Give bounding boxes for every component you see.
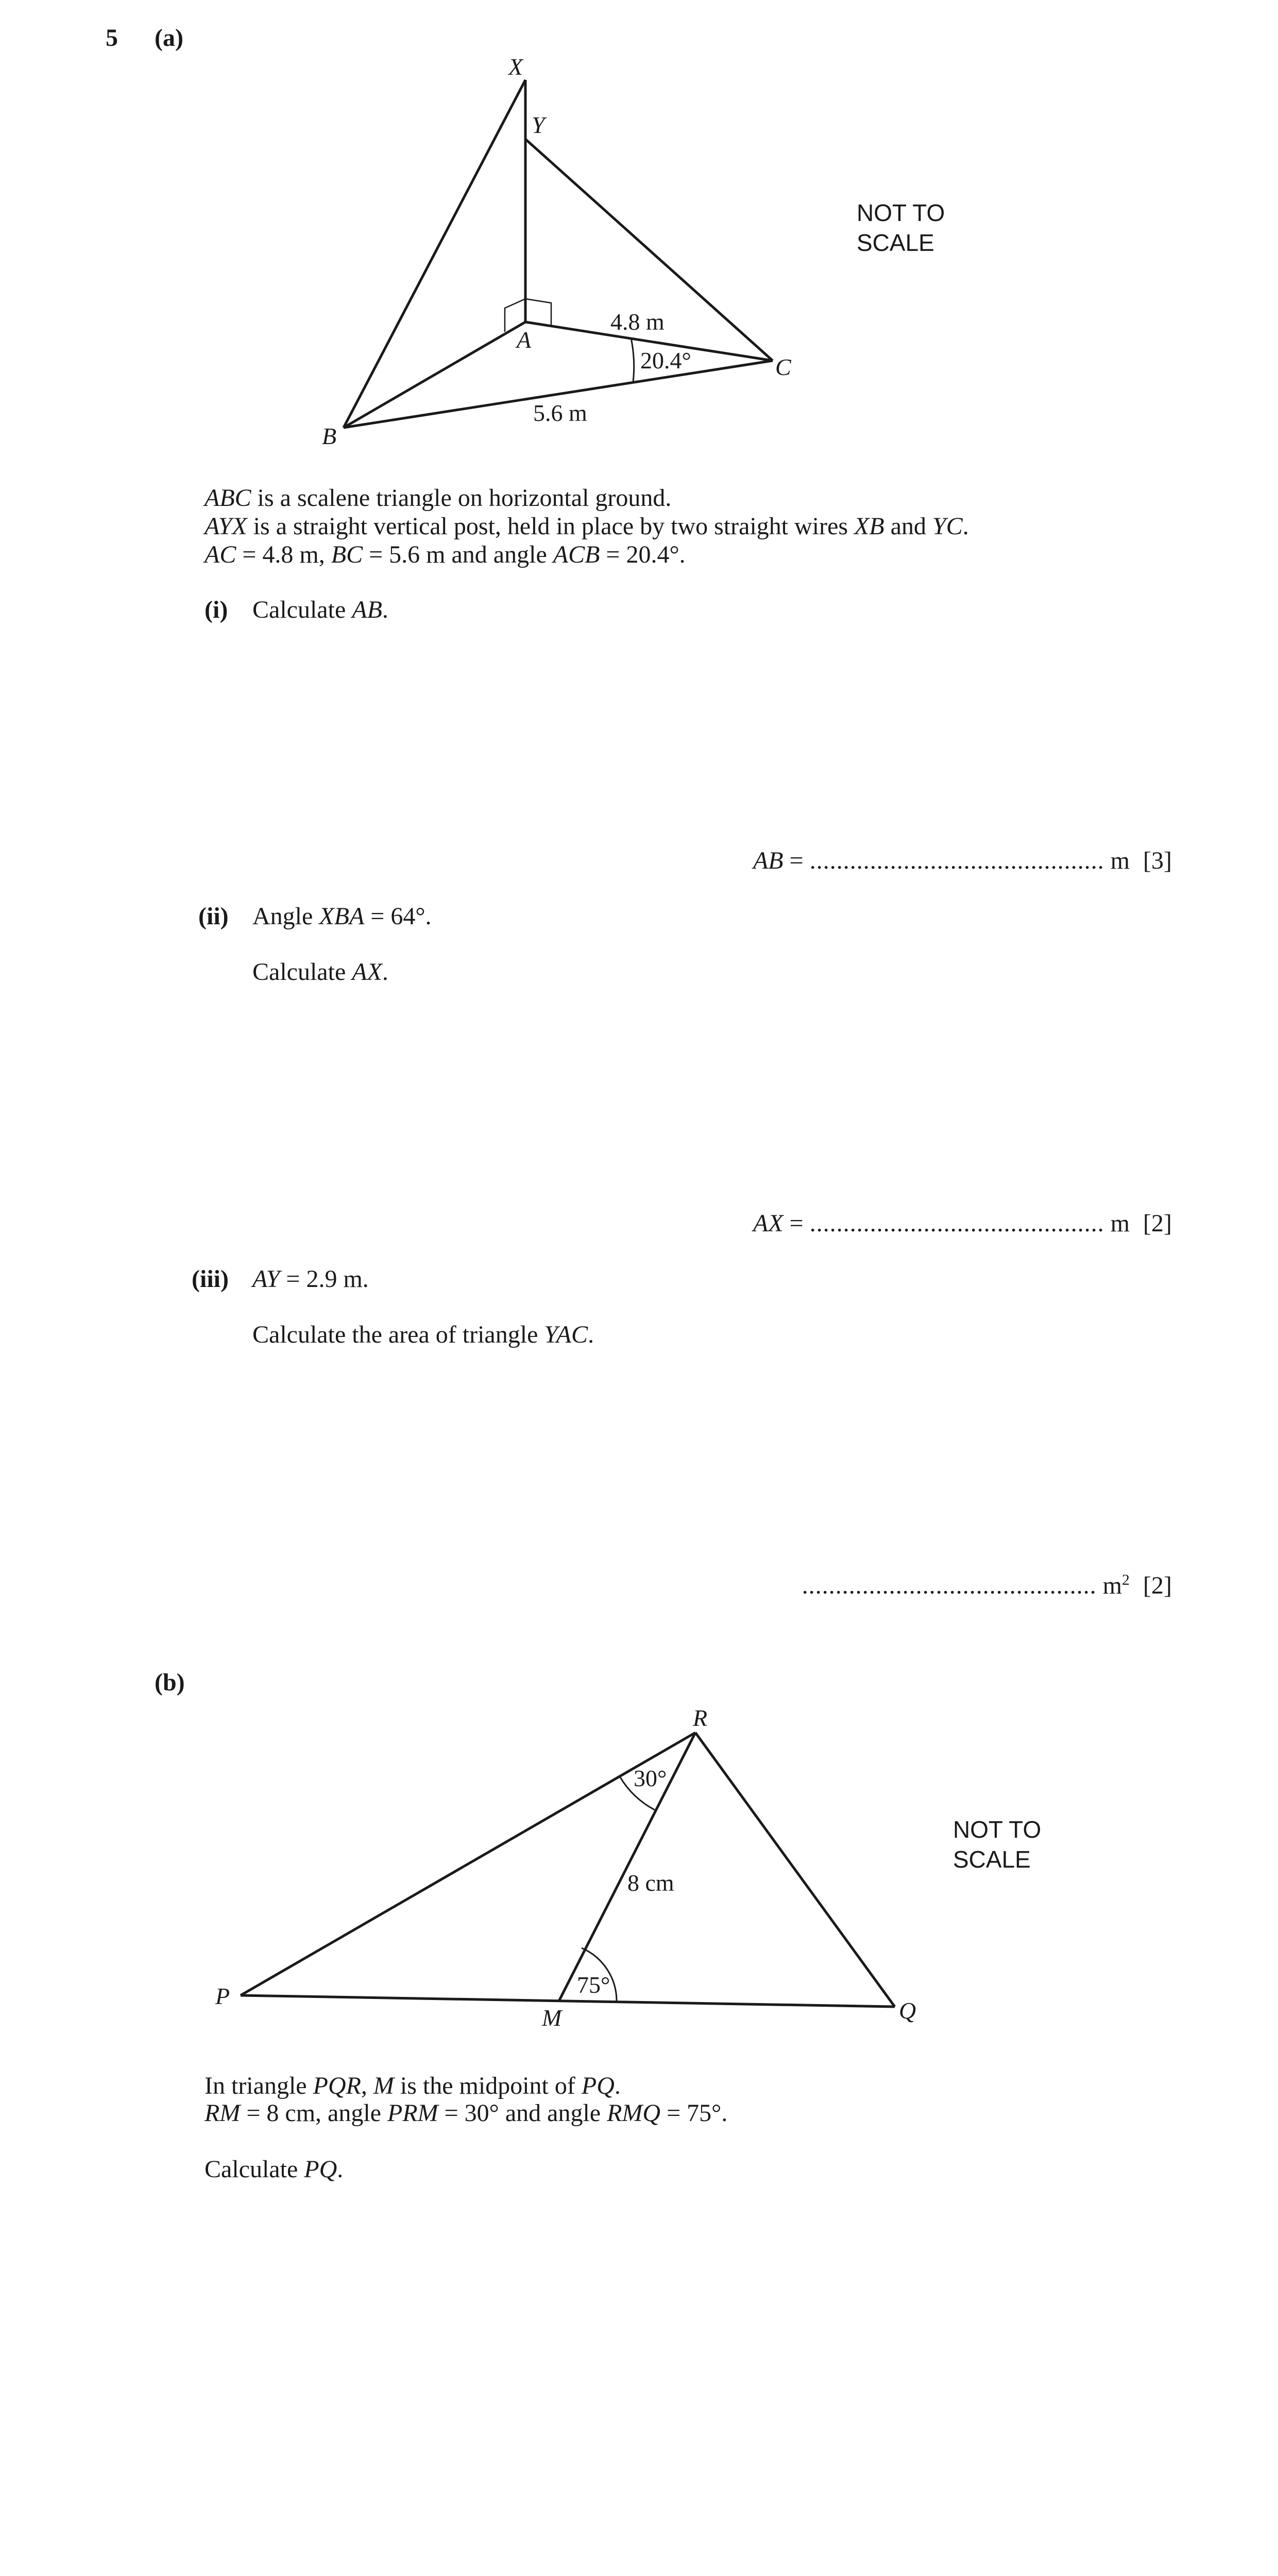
part-b-stem-line-2: RM = 8 cm, angle PRM = 30° and angle RMQ = 75°. (205, 2099, 728, 2127)
part-a-iii-answer-line[interactable]: ............................................ $m^2$ [2] (802, 1571, 1172, 1599)
point-a-label: A (517, 327, 532, 353)
question-number: 5 (106, 24, 118, 52)
part-a-ii-answer-line[interactable]: AX = ............................................ m [2] (753, 1210, 1172, 1237)
line-pq (241, 1995, 895, 2007)
part-a-i-answer-line[interactable]: AB = ............................................ m [3] (753, 847, 1172, 874)
point-m-label: M (542, 2005, 562, 2031)
part-a-ii-label: (ii) (198, 903, 229, 930)
part-a-iii-question: Calculate the area of triangle YAC. (252, 1321, 594, 1348)
part-a-stem-line-2: AYX is a straight vertical post, held in place by two straight wires XB and YC. (205, 513, 969, 540)
figure-b-diagram (0, 1674, 1278, 2045)
part-b-question: Calculate PQ. (205, 2156, 344, 2183)
figure-b-not-to-scale: NOT TO SCALE (953, 1816, 1042, 1873)
part-a-ii-given: Angle XBA = 64°. (252, 903, 432, 930)
angle-m-label: 75° (577, 1972, 610, 1998)
figure-a-not-to-scale: NOT TO SCALE (857, 199, 945, 256)
point-y-label: Y (532, 112, 545, 138)
rm-length-label: 8 cm (627, 1870, 674, 1896)
line-rq (695, 1733, 895, 2007)
angle-c-label: 20.4° (640, 347, 691, 374)
point-c-label: C (775, 354, 791, 380)
part-b-label: (b) (155, 1669, 185, 1696)
figure-a-diagram (0, 0, 1278, 464)
point-x-label: X (508, 54, 523, 80)
point-p-label: P (215, 1983, 230, 2009)
part-a-i-question: Calculate AB. (252, 596, 388, 623)
ac-length-label: 4.8 m (610, 309, 664, 335)
part-a-ii-question: Calculate AX. (252, 958, 388, 986)
part-a-stem-line-1: ABC is a scalene triangle on horizontal ground. (205, 484, 672, 512)
angle-c-arc (631, 338, 634, 382)
part-a-iii-given: AY = 2.9 m. (252, 1265, 369, 1293)
point-r-label: R (693, 1705, 708, 1731)
part-a-stem-line-3: AC = 4.8 m, BC = 5.6 m and angle ACB = 20.4°. (205, 541, 686, 568)
angle-r-label: 30° (634, 1765, 667, 1791)
point-b-label: B (322, 423, 337, 449)
part-a-iii-label: (iii) (192, 1265, 229, 1293)
part-a-label: (a) (155, 24, 183, 52)
bc-length-label: 5.6 m (533, 400, 587, 426)
point-q-label: Q (899, 1997, 916, 2024)
part-b-stem-line-1: In triangle PQR, M is the midpoint of PQ. (205, 2072, 621, 2099)
part-a-i-label: (i) (205, 596, 228, 623)
